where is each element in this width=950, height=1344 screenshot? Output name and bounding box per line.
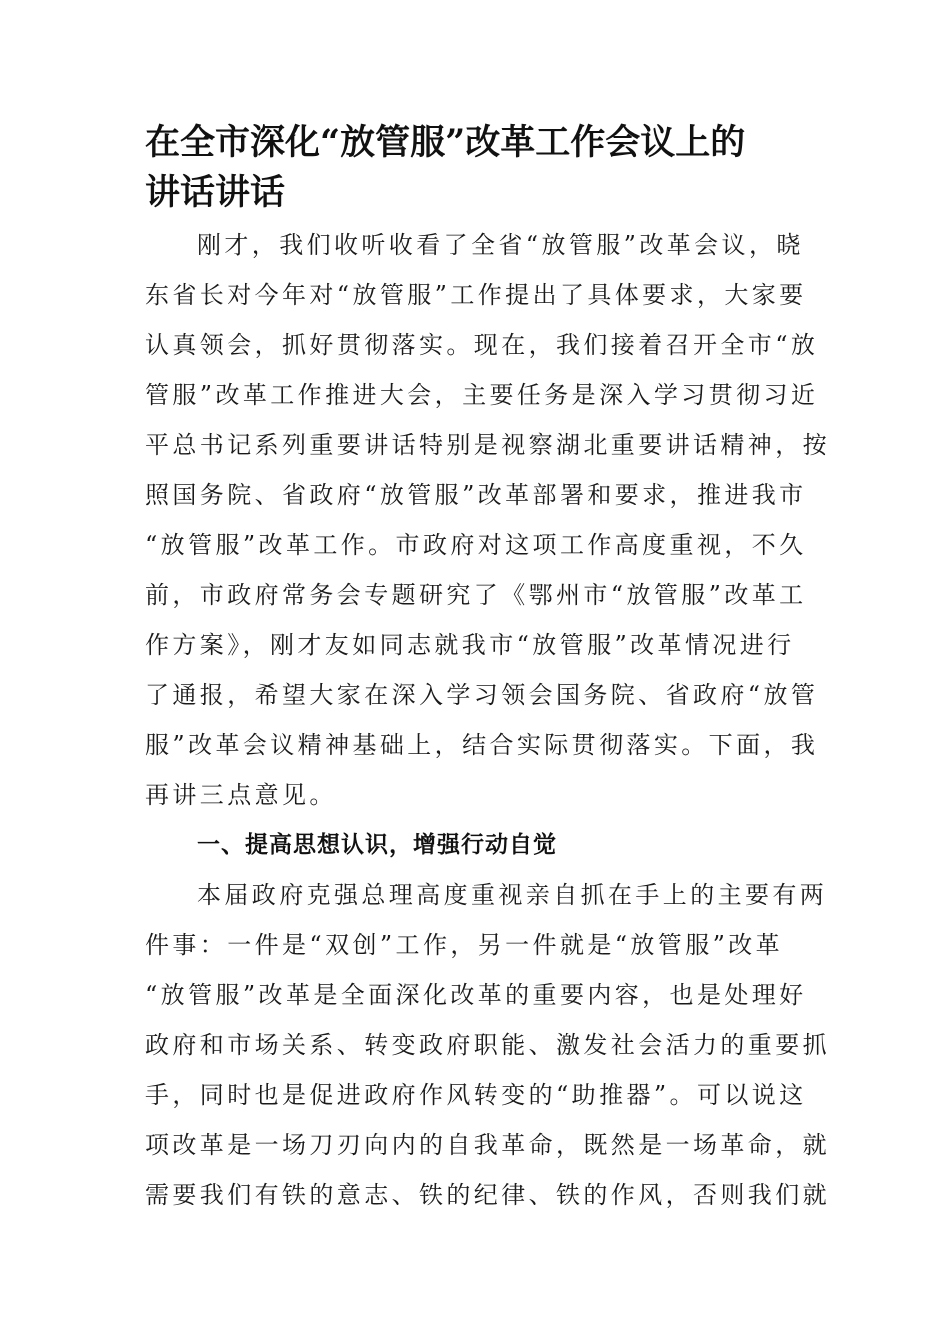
paragraph-line: 件事：一件是“双创”工作，另一件就是“放管服”改革	[145, 931, 784, 959]
paragraph-line: 手，同时也是促进政府作风转变的“助推器”。可以说这	[145, 1081, 807, 1109]
paragraph-line: 东省长对今年对“放管服”工作提出了具体要求，大家要	[145, 281, 807, 309]
paragraph-line: 认真领会，抓好贯彻落实。现在，我们接着召开全市“放	[145, 331, 819, 359]
paragraph-line: 需要我们有铁的意志、铁的纪律、铁的作风，否则我们就	[145, 1181, 830, 1209]
paragraph-line: 政府和市场关系、转变政府职能、激发社会活力的重要抓	[145, 1031, 830, 1059]
paragraph-line: “放管服”改革是全面深化改革的重要内容，也是处理好	[145, 981, 807, 1009]
paragraph-line: 本届政府克强总理高度重视亲自抓在手上的主要有两	[197, 881, 828, 909]
paragraph-2	[145, 870, 830, 1220]
title-line-1: 在全市深化“放管服”改革工作会议上的	[145, 122, 746, 163]
paragraph-1	[145, 220, 830, 820]
paragraph-line: 了通报，希望大家在深入学习领会国务院、省政府“放管	[145, 681, 819, 709]
paragraph-line: 照国务院、省政府“放管服”改革部署和要求，推进我市	[145, 481, 807, 509]
paragraph-line: 管服”改革工作推进大会，主要任务是深入学习贯彻习近	[145, 381, 819, 409]
document-page	[145, 118, 830, 1220]
paragraph-line: 再讲三点意见。	[145, 781, 337, 809]
document-title	[145, 118, 805, 218]
paragraph-line: 前，市政府常务会专题研究了《鄂州市“放管服”改革工	[145, 581, 807, 609]
paragraph-line: 作方案》，刚才友如同志就我市“放管服”改革情况进行	[145, 631, 795, 659]
paragraph-line: 平总书记系列重要讲话特别是视察湖北重要讲话精神，按	[145, 431, 830, 459]
title-line-2: 讲话讲话	[145, 172, 286, 213]
section-heading-1: 一、提高思想认识，增强行动自觉	[197, 832, 557, 858]
paragraph-line: “放管服”改革工作。市政府对这项工作高度重视，不久	[145, 531, 807, 559]
paragraph-line: 刚才，我们收听收看了全省“放管服”改革会议，晓	[197, 231, 804, 259]
paragraph-line: 项改革是一场刀刃向内的自我革命，既然是一场革命，就	[145, 1131, 830, 1159]
paragraph-line: 服”改革会议精神基础上，结合实际贯彻落实。下面，我	[145, 731, 819, 759]
